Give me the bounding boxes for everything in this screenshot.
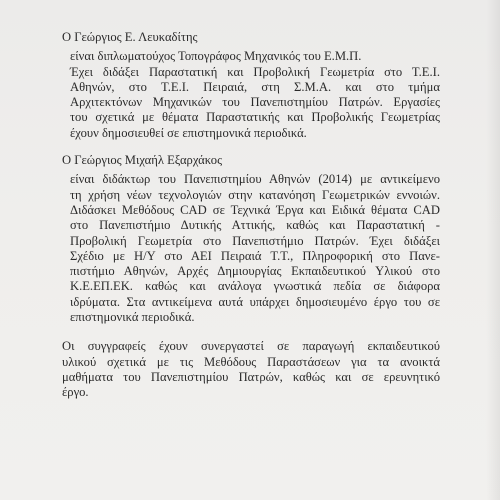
author1-bio-line: του σχετικά με θέματα Παραστατικής και Προβολικής Γεωμετρίας (70, 110, 440, 125)
author1-bio-line: Αρχιτεκτόνων Μηχανικών του Πανεπιστημίου Πατρών. Εργασίες (70, 95, 440, 110)
author2-bio-line: ιδρύματα. Στα αντικείμενα αυτά υπάρχει δημοσιευμένο έργο του σε (70, 294, 440, 309)
author1-bio-line: είναι διπλωματούχος Τοπογράφος Μηχανικός του Ε.Μ.Π. (70, 49, 362, 64)
closing-line: μαθήματα του Πανεπιστημίου Πατρών, καθώς και σε ερευνητικό (62, 369, 440, 384)
closing-line: Οι συγγραφείς έχουν συνεργαστεί σε παραγωγή εκπαιδευτικού (62, 339, 440, 354)
author2-bio-line: Σχέδιο με Η/Υ στο ΑΕΙ Πειραιά Τ.Τ., Πληροφορική στο Πανε- (70, 248, 440, 263)
closing-line: έργο. (62, 385, 89, 400)
author1-bio-line: έχουν δημοσιευθεί σε επιστημονικά περιοδικά. (70, 125, 307, 140)
author-bios-text (62, 30, 440, 413)
author2-bio-line: στο Πανεπιστήμιο Δυτικής Αττικής, καθώς και Παραστατική - (70, 218, 440, 233)
author2-name: Ο Γεώργιος Μιχαήλ Εξαρχάκος (62, 153, 223, 168)
author2-bio (70, 172, 440, 325)
author2-bio-line: είναι διδάκτωρ του Πανεπιστημίου Αθηνών (2014) με αντικείμενο (70, 172, 440, 187)
author2-bio-line: Κ.Ε.ΕΠ.ΕΚ. καθώς και ανάλογα γνωστικά πεδία σε διάφορα (70, 279, 440, 294)
author1-bio-line: Αθηνών, στο Τ.Ε.Ι. Πειραιά, στη Σ.Μ.Α. και στο τμήμα (70, 79, 440, 94)
author2-bio-line: τη χρήση νέων τεχνολογιών στην κατανόηση Γεωμετρικών εννοιών. (70, 187, 440, 202)
page-edge-shadow (486, 0, 500, 500)
closing-paragraph (62, 339, 440, 400)
author2-bio-line: επιστημονικά περιοδικά. (70, 310, 195, 325)
author1-name: Ο Γεώργιος Ε. Λευκαδίτης (62, 30, 198, 44)
author1-bio (70, 49, 440, 141)
author2-bio-line: Προβολική Γεωμετρία στο Πανεπιστήμιο Πατρών. Έχει διδάξει (70, 233, 440, 248)
author1-bio-line: Έχει διδάξει Παραστατική και Προβολική Γεωμετρία στο Τ.Ε.Ι. (70, 64, 440, 79)
author2-bio-line: Διδάσκει Μεθόδους CAD σε Τεχνικά Έργα και Ειδικά θέματα CAD (70, 202, 440, 217)
closing-line: υλικού σχετικά με τις Μεθόδους Παραστάσεων για τα ανοικτά (62, 354, 440, 369)
author2-bio-line: πιστήμιο Αθηνών, Αρχές Δημιουργίας Εκπαιδευτικού Υλικού στο (70, 264, 440, 279)
